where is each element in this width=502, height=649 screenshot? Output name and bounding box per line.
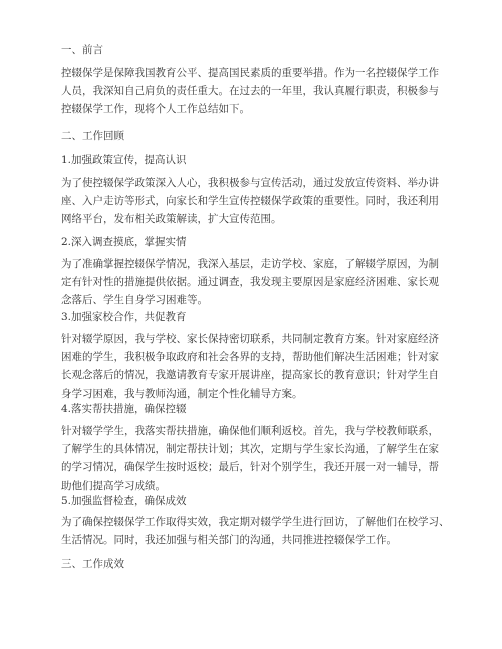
paragraph-line: 长观念落后的情况，我邀请教育专家开展讲座，提高家长的教育意识；针对学生自 <box>61 369 439 382</box>
paragraph-line: 生活情况。同时，我还加强与相关部门的沟通，共同推进控辍保学工作。 <box>61 534 397 547</box>
section-heading-results: 三、工作成效 <box>61 558 124 570</box>
paragraph-subsection-2 <box>61 255 441 310</box>
subsection-heading-1: 1.加强政策宣传，提高认识 <box>61 154 187 166</box>
paragraph-line: 念落后、学生自身学习困难等。 <box>61 294 208 307</box>
paragraph-line: 人员，我深知自己肩负的责任重大。在过去的一年里，我认真履行职责，积极参与 <box>61 85 439 98</box>
paragraph-subsection-4 <box>61 422 441 495</box>
paragraph-line: 为了确保控辍保学工作取得实效，我定期对辍学学生进行回访，了解他们在校学习、 <box>61 516 450 528</box>
subsection-heading-3: 3.加强家校合作，共促教育 <box>61 311 187 323</box>
paragraph-line: 控辍保学工作，现将个人工作总结如下。 <box>61 103 250 116</box>
paragraph-line: 为了准确掌握控辍保学情况，我深入基层，走访学校、家庭，了解辍学原因，为制 <box>61 258 439 270</box>
paragraph-line: 针对辍学学生，我落实帮扶措施，确保他们顺利返校。首先，我与学校教师联系， <box>61 425 439 437</box>
paragraph-line: 控辍保学是保障我国教育公平、提高国民素质的重要举措。作为一名控辍保学工作 <box>61 67 439 79</box>
section-heading-preface: 一、前言 <box>61 44 103 56</box>
paragraph-line: 针对辍学原因，我与学校、家长保持密切联系，共同制定教育方案。针对家庭经济 <box>61 333 439 345</box>
paragraph-line: 为了使控辍保学政策深入人心，我积极参与宣传活动，通过发放宣传资料、举办讲 <box>61 177 439 189</box>
section-heading-review: 二、工作回顾 <box>61 130 124 142</box>
subsection-heading-5: 5.加强监督检查，确保成效 <box>61 495 187 507</box>
paragraph-line: 困难的学生，我积极争取政府和社会各界的支持，帮助他们解决生活困难；针对家 <box>61 351 439 364</box>
paragraph-line: 网络平台，发布相关政策解读，扩大宣传范围。 <box>61 213 282 226</box>
subsection-heading-4: 4.落实帮扶措施，确保控辍 <box>61 403 187 415</box>
paragraph-subsection-1 <box>61 174 441 229</box>
paragraph-subsection-3 <box>61 330 441 403</box>
paragraph-subsection-5 <box>61 513 450 549</box>
paragraph-line: 助他们提高学习成绩。 <box>61 479 166 492</box>
paragraph-line: 座、入户走访等形式，向家长和学生宣传控辍保学政策的重要性。同时，我还利用 <box>61 195 439 208</box>
paragraph-preface <box>61 64 441 119</box>
paragraph-line: 定有针对性的措施提供依据。通过调查，我发现主要原因是家庭经济困难、家长观 <box>61 276 439 289</box>
paragraph-line: 了解学生的具体情况，制定帮扶计划；其次，定期与学生家长沟通，了解学生在家 <box>61 443 439 456</box>
paragraph-line: 的学习情况，确保学生按时返校；最后，针对个别学生，我还开展一对一辅导，帮 <box>61 461 439 474</box>
subsection-heading-2: 2.深入调查摸底，掌握实情 <box>61 236 187 248</box>
paragraph-line: 身学习困难，我与教师沟通，制定个性化辅导方案。 <box>61 387 303 400</box>
